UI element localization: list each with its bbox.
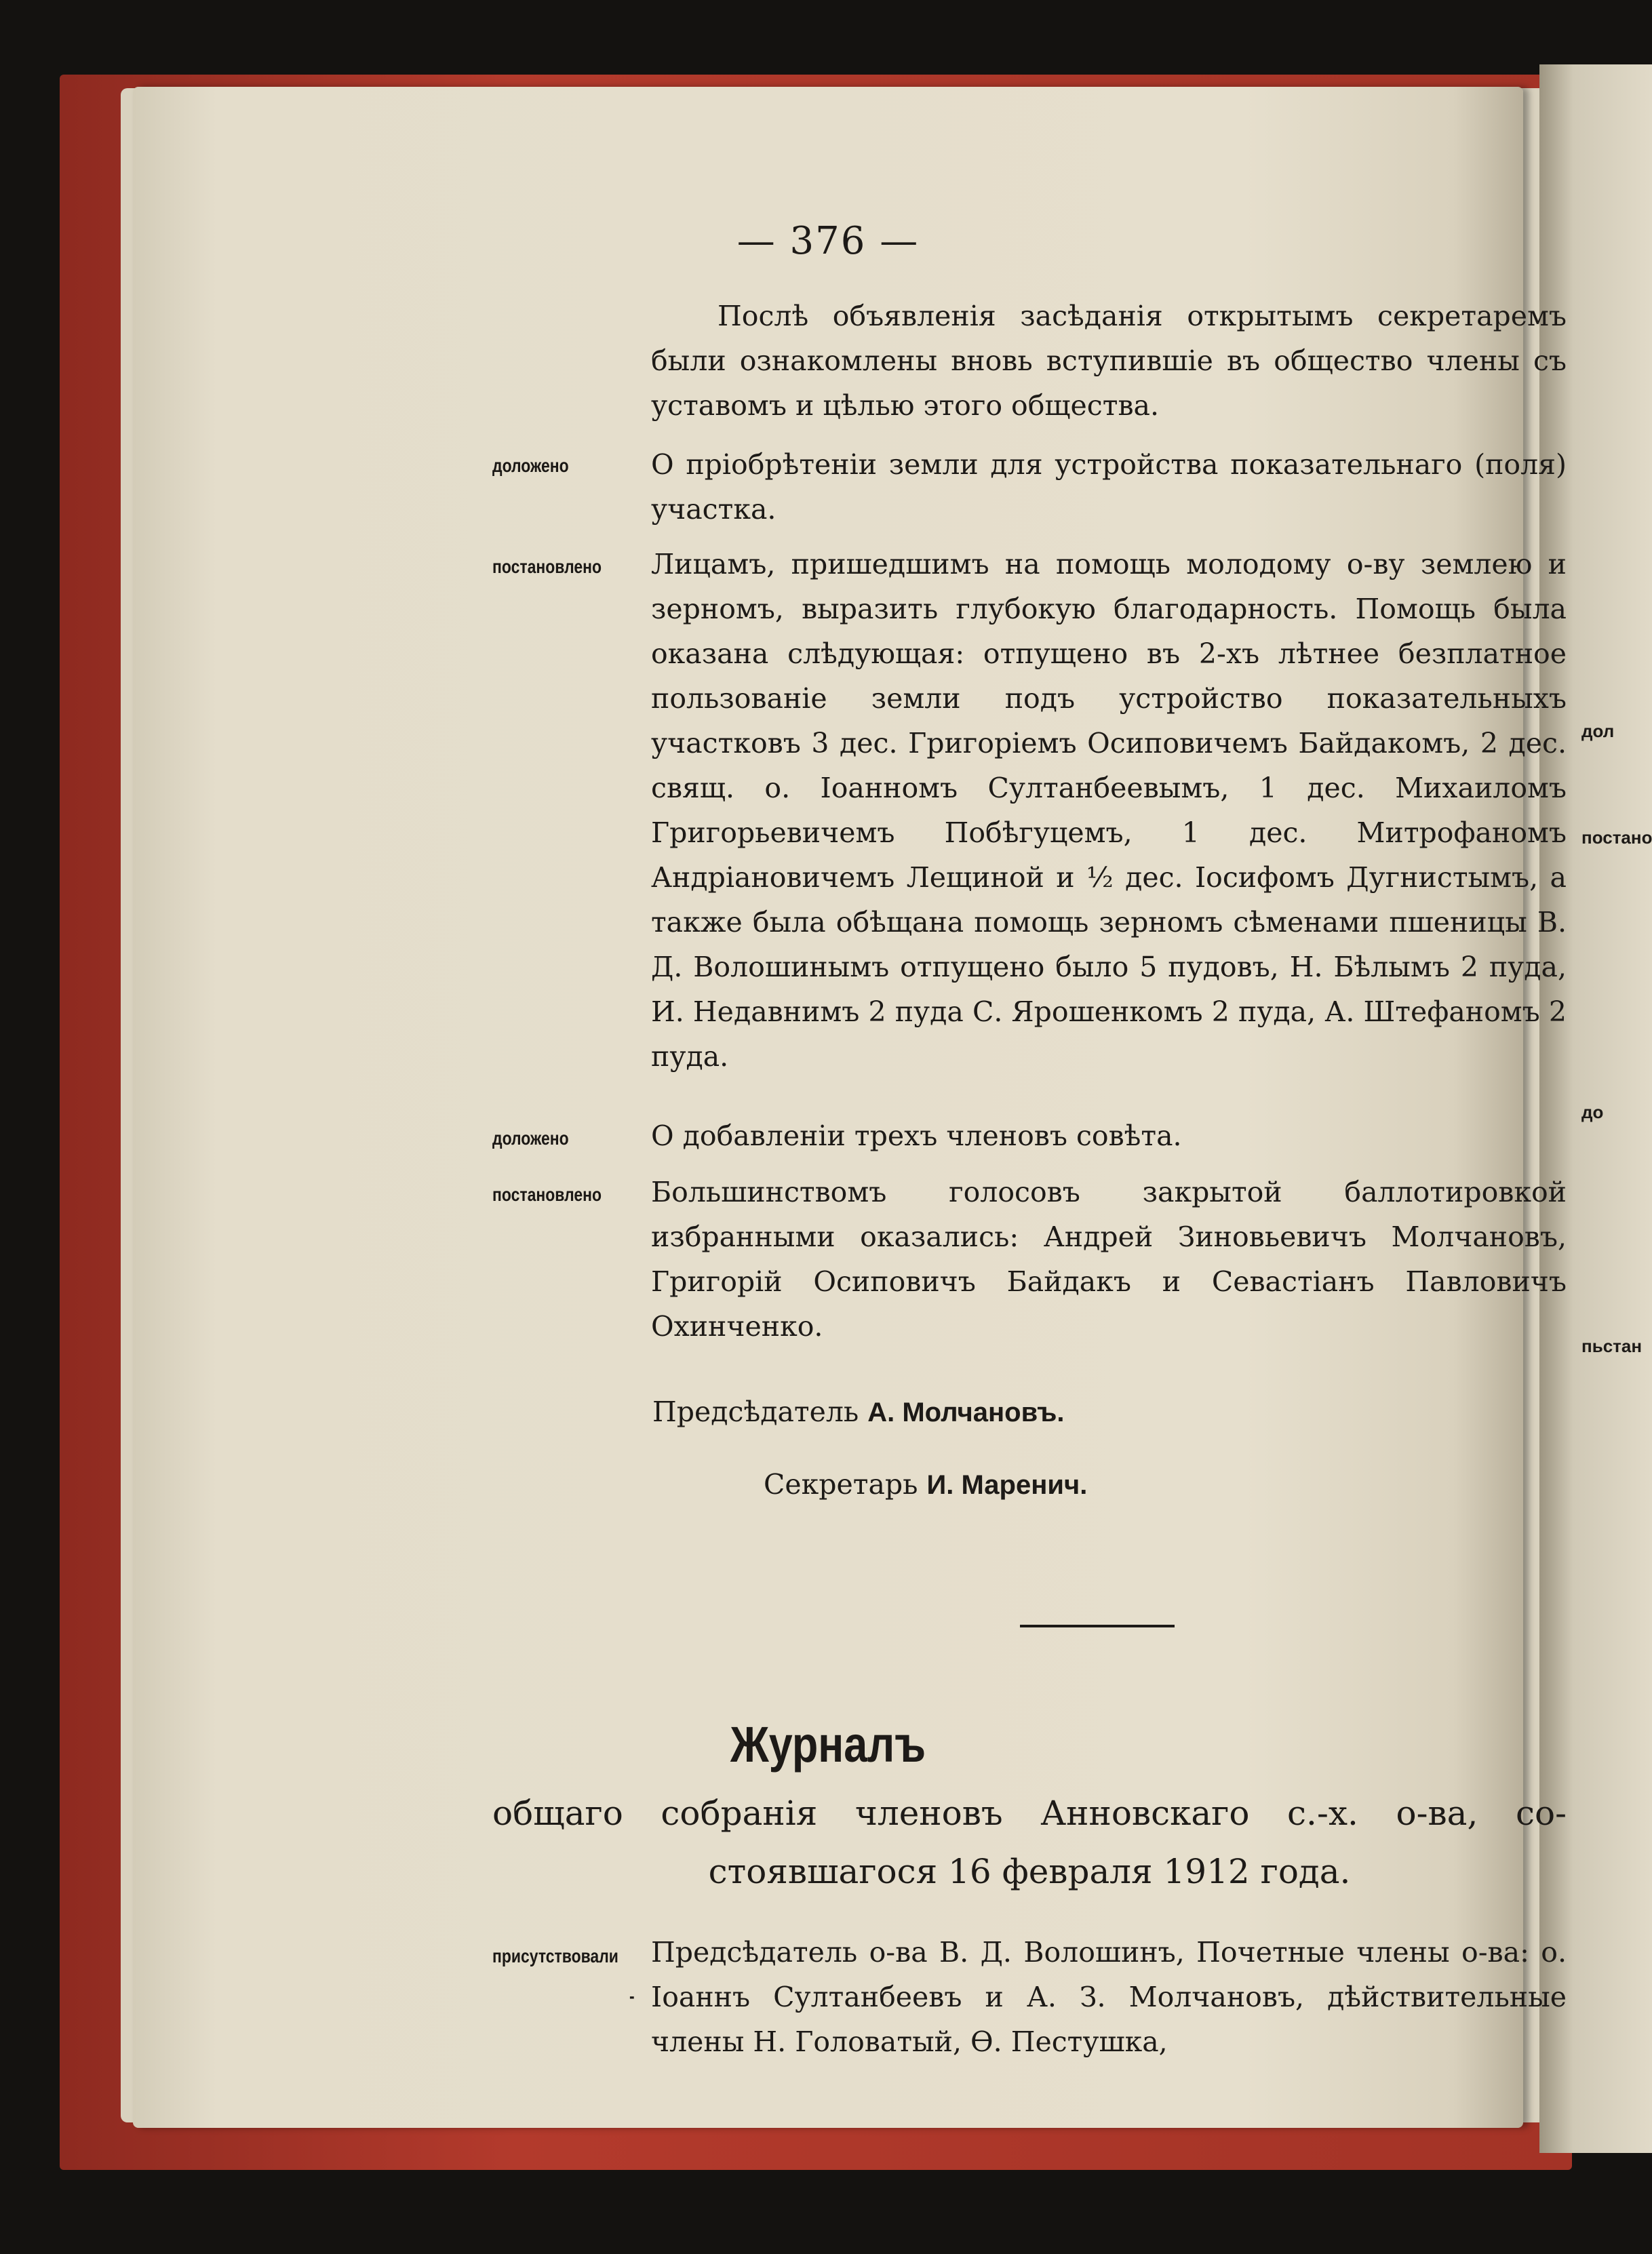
page-number: — 376 — [736, 219, 920, 263]
chair-name: А. Молчановъ. [867, 1398, 1065, 1427]
paragraph-election-result: Большинствомъ голосовъ закрытой баллотировкой избранными оказались: Андрей Зиновьевичъ Молчановъ, Григорій Осиповичъ Байдакъ и Севастіанъ Павловичъ Охинченко. [651, 1176, 1567, 1343]
facing-page-label: до [1581, 1102, 1604, 1122]
margin-note-resolved: постановлено [492, 1184, 602, 1205]
facing-page-label: дол [1581, 721, 1615, 741]
margin-note-resolved: постановлено [492, 556, 602, 577]
margin-note-present: присутствовали [492, 1945, 618, 1966]
journal-subtitle [492, 1784, 1567, 1901]
facing-page-label: постано [1581, 827, 1652, 848]
journal-subtitle-line1: общаго собранія членовъ Анновскаго с.-х. о-ва, со- [492, 1794, 1567, 1833]
paragraph-attendees: Предсѣдатель о-ва В. Д. Волошинъ, Почетные члены о-ва: о. Іоаннъ Султанбеевъ и А. З. Молчановъ, дѣйствительные члены Н. Головатый, Ѳ. Пестушка, [651, 1936, 1567, 2058]
margin-note-reported: доложено [492, 1128, 569, 1149]
paragraph-council-members: О добавленіи трехъ членовъ совѣта. [651, 1120, 1182, 1152]
facing-page-label: пьстан [1581, 1336, 1643, 1356]
paragraph-intro: Послѣ объявленія засѣданія открытымъ секретаремъ были ознакомлены вновь вступившіе въ общество члены съ уставомъ и цѣлью этого общества. [651, 300, 1567, 422]
paragraph-gratitude: Лицамъ, пришедшимъ на помощь молодому о-ву землею и зерномъ, выразить глубокую благодарность. Помощь была оказана слѣдующая: отпущено въ 2-хъ лѣтнее безплатное пользованіе земли подъ устройство показательныхъ участковъ 3 дес. Григоріемъ Осиповичемъ Байдакомъ, 2 дес. свящ. о. Іоанномъ Султанбеевымъ, 1 дес. Михаиломъ Григорьевичемъ Побѣгуцемъ, 1 дес. Митрофаномъ Андріановичемъ Лещиной и ½ дес. Іосифомъ Дугнистымъ, а также была обѣщана помощь зерномъ сѣменами пшеницы В. Д. Волошинымъ отпущено было 5 пудовъ, Н. Бѣлымъ 2 пуда, И. Недавнимъ 2 пуда С. Ярошенкомъ 2 пуда, А. Штефаномъ 2 пуда. [651, 548, 1567, 1073]
chair-label: Предсѣдатель [652, 1396, 859, 1428]
section-divider [1020, 1625, 1175, 1627]
journal-title: Журналъ [730, 1716, 926, 1773]
margin-dash-mark: - [629, 1985, 635, 2006]
margin-note-reported: доложено [492, 455, 569, 476]
journal-subtitle-line2: стоявшагося 16 февраля 1912 года. [708, 1852, 1351, 1891]
secretary-name: И. Маренич. [926, 1470, 1088, 1500]
paragraph-land-acquisition: О пріобрѣтеніи земли для устройства показательнаго (поля) участка. [651, 448, 1567, 526]
chair-signature [652, 1396, 1064, 1428]
book-page [133, 87, 1567, 2128]
secretary-label: Секретарь [764, 1468, 918, 1501]
secretary-signature [764, 1468, 1087, 1501]
